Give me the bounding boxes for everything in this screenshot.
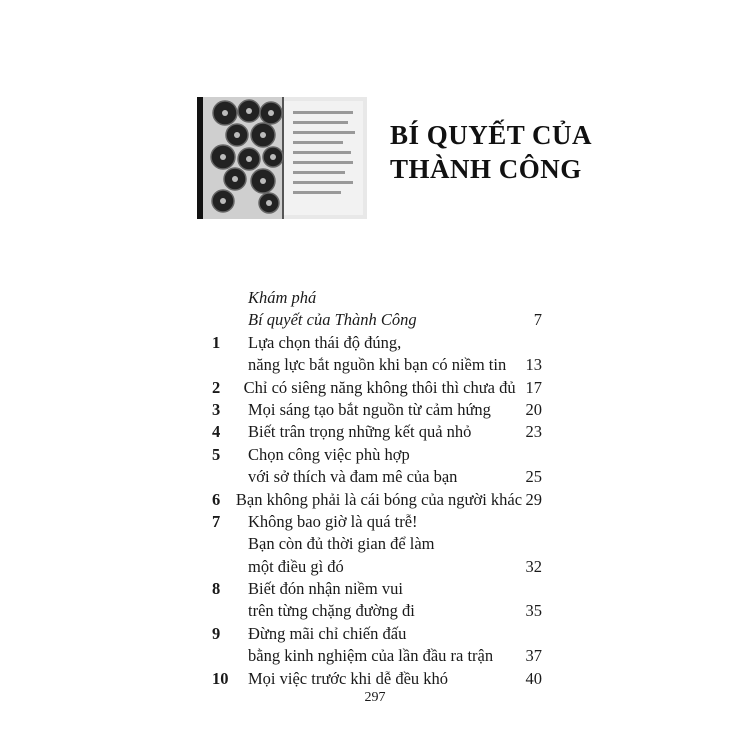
toc-entry-title: Biết đón nhận niềm vui xyxy=(248,579,403,599)
toc-entry-row xyxy=(212,421,542,443)
toc-chapter-number: 8 xyxy=(212,579,221,599)
toc-page-number: 40 xyxy=(525,668,542,688)
toc-page-number: 25 xyxy=(525,467,542,487)
toc-entry-row xyxy=(212,668,542,690)
toc-entry-row xyxy=(212,600,542,622)
toc-chapter-number: 5 xyxy=(212,444,221,464)
toc-chapter-number: 7 xyxy=(212,511,221,531)
page-number: 297 xyxy=(364,690,386,705)
toc-chapter-number: 3 xyxy=(212,399,221,419)
toc-entry-row xyxy=(212,623,542,645)
toc-entry-title: với sở thích và đam mê của bạn xyxy=(248,467,458,487)
toc-chapter-number: 4 xyxy=(212,422,221,442)
toc-entry-title: năng lực bắt nguồn khi bạn có niềm tin xyxy=(248,355,507,375)
toc-entry-title: trên từng chặng đường đi xyxy=(248,601,415,621)
toc-intro-row-2 xyxy=(212,309,542,331)
toc-page-number: 17 xyxy=(525,377,542,397)
title-line-1: BÍ QUYẾT CỦA xyxy=(390,120,593,150)
toc-page-number: 35 xyxy=(525,601,542,621)
toc-entry-title: Mọi việc trước khi dễ đều khó xyxy=(248,668,449,688)
chapter-title xyxy=(390,118,592,186)
toc-entry-title: Chọn công việc phù hợp xyxy=(248,444,410,464)
toc-entry-title: bằng kinh nghiệm của lần đầu ra trận xyxy=(248,646,494,666)
toc-page-number: 7 xyxy=(533,310,542,330)
toc-entry-title: Không bao giờ là quá trễ! xyxy=(248,511,418,531)
toc-entry-row xyxy=(212,645,542,667)
toc-chapter-number: 6 xyxy=(212,489,221,509)
toc-entry-title: Lựa chọn thái độ đúng, xyxy=(248,332,402,352)
toc-chapter-number: 9 xyxy=(212,623,221,643)
toc-entry-title: Chỉ có siêng năng không thôi thì chưa đủ xyxy=(243,377,516,397)
toc-page-number: 37 xyxy=(525,646,542,666)
title-line-2: THÀNH CÔNG xyxy=(390,154,582,184)
toc-entry-title: Mọi sáng tạo bắt nguồn từ cảm hứng xyxy=(248,399,491,419)
toc-entry-row xyxy=(212,332,542,354)
toc-page-number: 13 xyxy=(525,355,542,375)
toc-chapter-number: 2 xyxy=(212,377,221,397)
toc-intro-line: Bí quyết của Thành Công xyxy=(248,310,417,330)
book-flowers-illustration xyxy=(197,97,367,219)
toc-entry-row xyxy=(212,444,542,466)
toc-entry-row xyxy=(212,399,542,421)
toc-page-number: 32 xyxy=(525,556,542,576)
toc-entry-title: Đừng mãi chỉ chiến đấu xyxy=(248,623,407,643)
table-of-contents xyxy=(212,287,542,690)
toc-entry-title: một điều gì đó xyxy=(248,556,344,576)
toc-intro-line: Khám phá xyxy=(248,288,317,307)
toc-entry-row xyxy=(212,533,542,555)
toc-entry-title: Bạn không phải là cái bóng của người khác xyxy=(235,489,523,509)
toc-entry-row xyxy=(212,466,542,488)
toc-entry-row xyxy=(212,489,542,511)
toc-page-number: 20 xyxy=(525,399,542,419)
toc-page-number: 23 xyxy=(525,422,542,442)
toc-chapter-number: 10 xyxy=(212,668,229,688)
toc-intro-row-1 xyxy=(212,287,542,309)
toc-page-number: 29 xyxy=(525,489,542,509)
toc-entry-row xyxy=(212,354,542,376)
toc-entry-row xyxy=(212,578,542,600)
toc-entry-row xyxy=(212,377,542,399)
toc-chapter-number: 1 xyxy=(212,332,221,352)
toc-entry-title: Biết trân trọng những kết quả nhỏ xyxy=(248,422,472,442)
toc-entry-title: Bạn còn đủ thời gian để làm xyxy=(248,534,435,554)
toc-entry-row xyxy=(212,556,542,578)
toc-entry-row xyxy=(212,511,542,533)
